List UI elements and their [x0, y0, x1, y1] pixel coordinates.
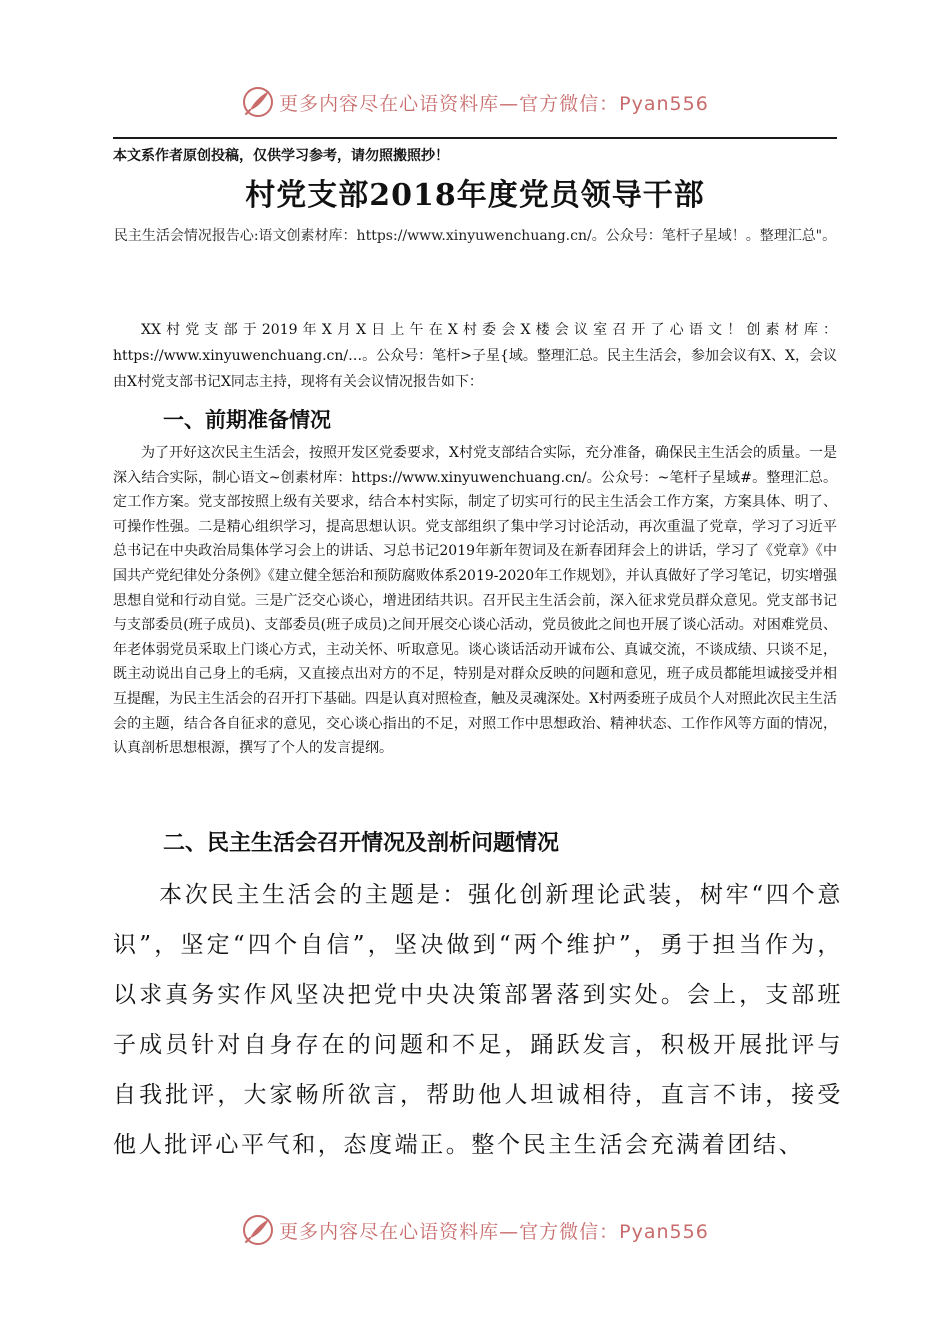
footer-watermark [0, 1210, 950, 1250]
header-watermark [0, 82, 950, 122]
copyright-notice: 本文系作者原创投稿，仅供学习参考，请勿照搬照抄！ [113, 148, 449, 164]
brand-text: 更多内容尽在心语资料库—官方微信：Pyan556 [279, 1220, 709, 1243]
section-body-preparation: 为了开好这次民主生活会，按照开发区党委要求，X村党支部结合实际，充分准备，确保民主生活会的质量。一是深入结合实际，制心语文~创素材库：https://www.xinyuwenchuang.cn/。公众号：~笔杆子星域#。整理汇总。定工作方案。党支部按照上级有关要求，结合本村实际，制定了切实可行的民主生活会工作方案，方案具体、明了、可操作性强。二是精心组织学习，提高思想认识。党支部组织了集中学习讨论活动，再次重温了党章，学习了习近平总书记在中央政治局集体学习会上的讲话、习总书记2019年新年贺词及在新春团拜会上的讲话，学习了《党章》《中国共产党纪律处分条例》《建立健全惩治和预防腐败体系2019-2020年工作规划》，并认真做好了学习笔记，切实增强思想自觉和行动自觉。三是广泛交心谈心，增进团结共识。召开民主生活会前，深入征求党员群众意见。党支部书记与支部委员(班子成员)、支部委员(班子成员)之间开展交心谈心活动，党员彼此之间也开展了谈心活动。对困难党员、年老体弱党员采取上门谈心方式，主动关怀、听取意见。谈心谈话活动开诚布公、真诚交流，不谈成绩、只谈不足，既主动说出自己身上的毛病，又直接点出对方的不足，特别是对群众反映的问题和意见，班子成员都能坦诚接受并相互提醒，为民主生活会的召开打下基础。四是认真对照检查，触及灵魂深处。X村两委班子成员个人对照此次民主生活会的主题，结合各自征求的意见，交心谈心指出的不足，对照工作中思想政治、精神状态、工作作风等方面的情况，认真剖析思想根源，撰写了个人的发言提纲。 [113, 445, 837, 757]
document-subtitle: 民主生活会情况报告心:语文创素材库：https://www.xinyuwenchuang.cn/。公众号：笔杆子星域！。整理汇总"。 [113, 228, 837, 244]
header-divider [113, 137, 837, 139]
section-body-meeting: 本次民主生活会的主题是：强化创新理论武装，树牢“四个意识”，坚定“四个自信”，坚决做到“两个维护”，勇于担当作为，以求真务实作风坚决把党中央决策部署落到实处。会上，支部班子成员针对自身存在的问题和不足，踊跃发言，积极开展批评与自我批评，大家畅所欲言，帮助他人坦诚相待，直言不讳，接受他人批评心平气和，态度端正。整个民主生活会充满着团结、 [113, 882, 843, 1158]
brand-text: 更多内容尽在心语资料库—官方微信：Pyan556 [279, 92, 709, 115]
quill-pen-icon [241, 85, 275, 119]
document-title: 村党支部2018年度党员领导干部 [245, 178, 705, 213]
quill-pen-icon [241, 1213, 275, 1247]
section-heading-preparation: 一、前期准备情况 [163, 408, 331, 432]
section-heading-meeting: 二、民主生活会召开情况及剖析问题情况 [163, 831, 560, 856]
intro-paragraph: XX村党支部于2019年X月X日上午在X村委会X楼会议室召开了心语文！创素材库：https://www.xinyuwenchuang.cn/…。公众号：笔杆>子星{域。整理汇总。民主生活会，参加会议有X、X，会议由X村党支部书记X同志主持，现将有关会议情况报告如下： [113, 322, 837, 390]
